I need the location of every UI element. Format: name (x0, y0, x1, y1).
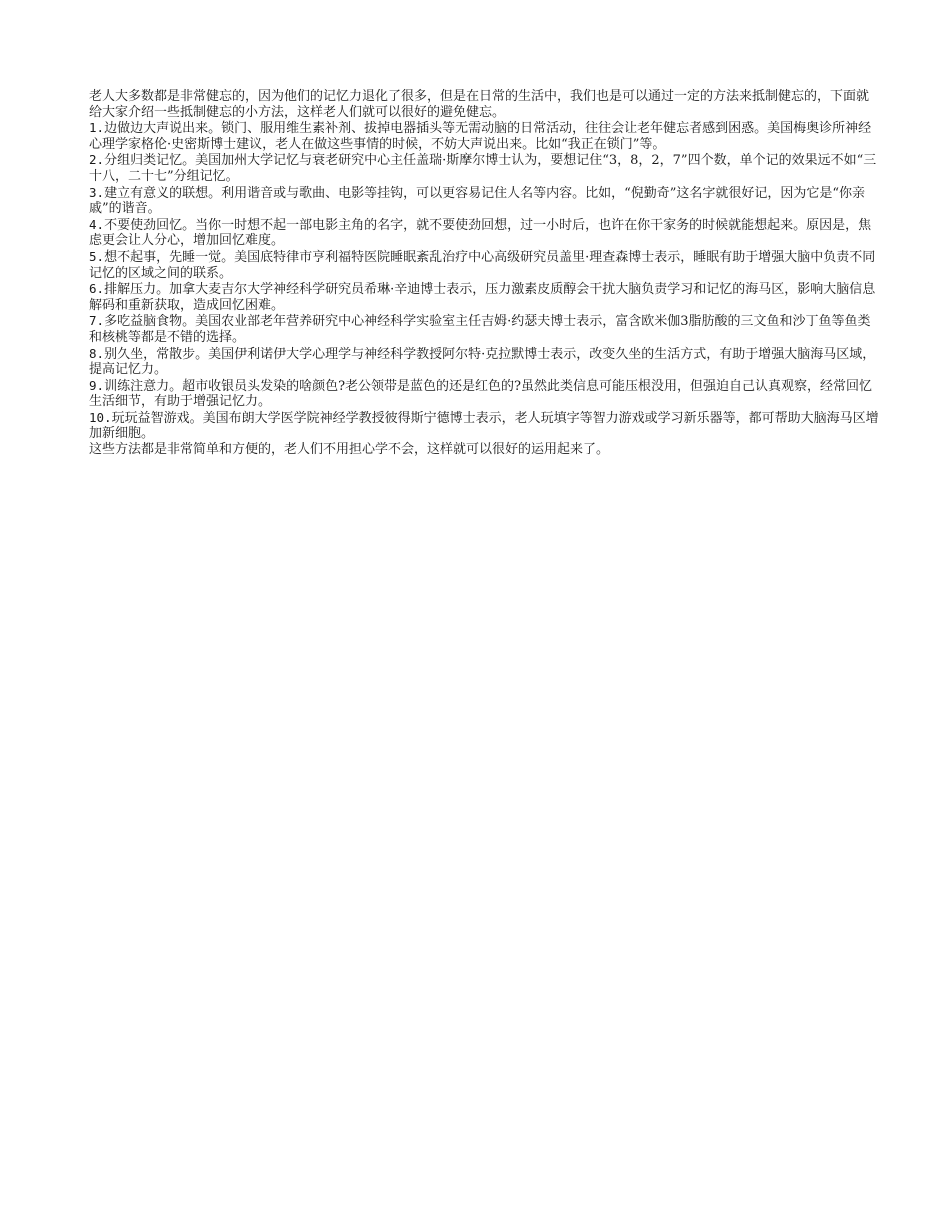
tip-item (89, 378, 879, 410)
tip-text: 不要使劲回忆。当你一时想不起一部电影主角的名字，就不要使劲回想，过一小时后，也许在你干家务的时候就能想起来。原因是，焦虑更会让人分心，增加回忆难度。 (89, 217, 872, 249)
tip-text: 玩玩益智游戏。美国布朗大学医学院神经学教授彼得斯宁德博士表示，老人玩填字等智力游戏或学习新乐器等，都可帮助大脑海马区增加新细胞。 (89, 410, 879, 442)
tip-text: 多吃益脑食物。美国农业部老年营养研究中心神经科学实验室主任吉姆·约瑟夫博士表示，富含欧米伽3脂肪酸的三文鱼和沙丁鱼等鱼类和核桃等都是不错的选择。 (89, 314, 871, 345)
tip-text: 建立有意义的联想。利用谐音或与歌曲、电影等挂钩，可以更容易记住人名等内容。比如，“倪勤奇”这名字就很好记，因为它是“你亲戚”的谐音。 (89, 185, 866, 217)
tips-list (89, 120, 879, 442)
tip-item (89, 410, 879, 442)
tip-number: 5. (89, 248, 105, 264)
tip-item (89, 152, 879, 184)
tip-number: 6. (89, 281, 105, 297)
tip-number: 7. (89, 313, 105, 329)
tip-number: 4. (89, 216, 105, 232)
tip-text: 分组归类记忆。美国加州大学记忆与衰老研究中心主任盖瑞·斯摩尔博士认为，要想记住“3，8，2，7”四个数，单个记的效果远不如“三十八，二十七”分组记忆。 (89, 153, 877, 184)
tip-text: 想不起事，先睡一觉。美国底特律市亨利福特医院睡眠紊乱治疗中心高级研究员盖里·理查森博士表示，睡眠有助于增强大脑中负责不同记忆的区域之间的联系。 (89, 249, 876, 281)
document-body (89, 89, 879, 458)
tip-number: 9. (89, 377, 105, 393)
tip-text: 别久坐，常散步。美国伊利诺伊大学心理学与神经科学教授阿尔特·克拉默博士表示，改变久坐的生活方式，有助于增强大脑海马区域，提高记忆力。 (89, 346, 876, 378)
tip-text: 排解压力。加拿大麦吉尔大学神经科学研究员希琳·辛迪博士表示，压力激素皮质醇会干扰大脑负责学习和记忆的海马区，影响大脑信息解码和重新获取，造成回忆困难。 (89, 282, 876, 313)
tip-item (89, 281, 879, 313)
tip-item (89, 185, 879, 217)
tip-item (89, 120, 879, 152)
tip-item (89, 346, 879, 378)
tip-item (89, 313, 879, 345)
tip-number: 1. (89, 120, 105, 136)
tip-text: 训练注意力。超市收银员头发染的啥颜色?老公领带是蓝色的还是红色的?虽然此类信息可能压根没用，但强迫自己认真观察，经常回忆生活细节，有助于增强记忆力。 (89, 378, 873, 410)
tip-number: 3. (89, 184, 105, 200)
tip-number: 10. (89, 409, 112, 425)
tip-item (89, 249, 879, 281)
outro-paragraph: 这些方法都是非常简单和方便的，老人们不用担心学不会，这样就可以很好的运用起来了。 (89, 442, 610, 458)
tip-text: 边做边大声说出来。锁门、服用维生素补剂、拔掉电器插头等无需动脑的日常活动，往往会让老年健忘者感到困惑。美国梅奥诊所神经心理学家格伦·史密斯博士建议，老人在做这些事情的时候，不妨大声说出来。比如“我正在锁门”等。 (89, 121, 872, 152)
tip-number: 8. (89, 345, 105, 361)
tip-item (89, 217, 879, 249)
tip-number: 2. (89, 152, 105, 168)
intro-paragraph: 老人大多数都是非常健忘的，因为他们的记忆力退化了很多，但是在日常的生活中，我们也是可以通过一定的方法来抵制健忘的，下面就给大家介绍一些抵制健忘的小方法，这样老人们就可以很好的避免健忘。 (89, 89, 870, 120)
